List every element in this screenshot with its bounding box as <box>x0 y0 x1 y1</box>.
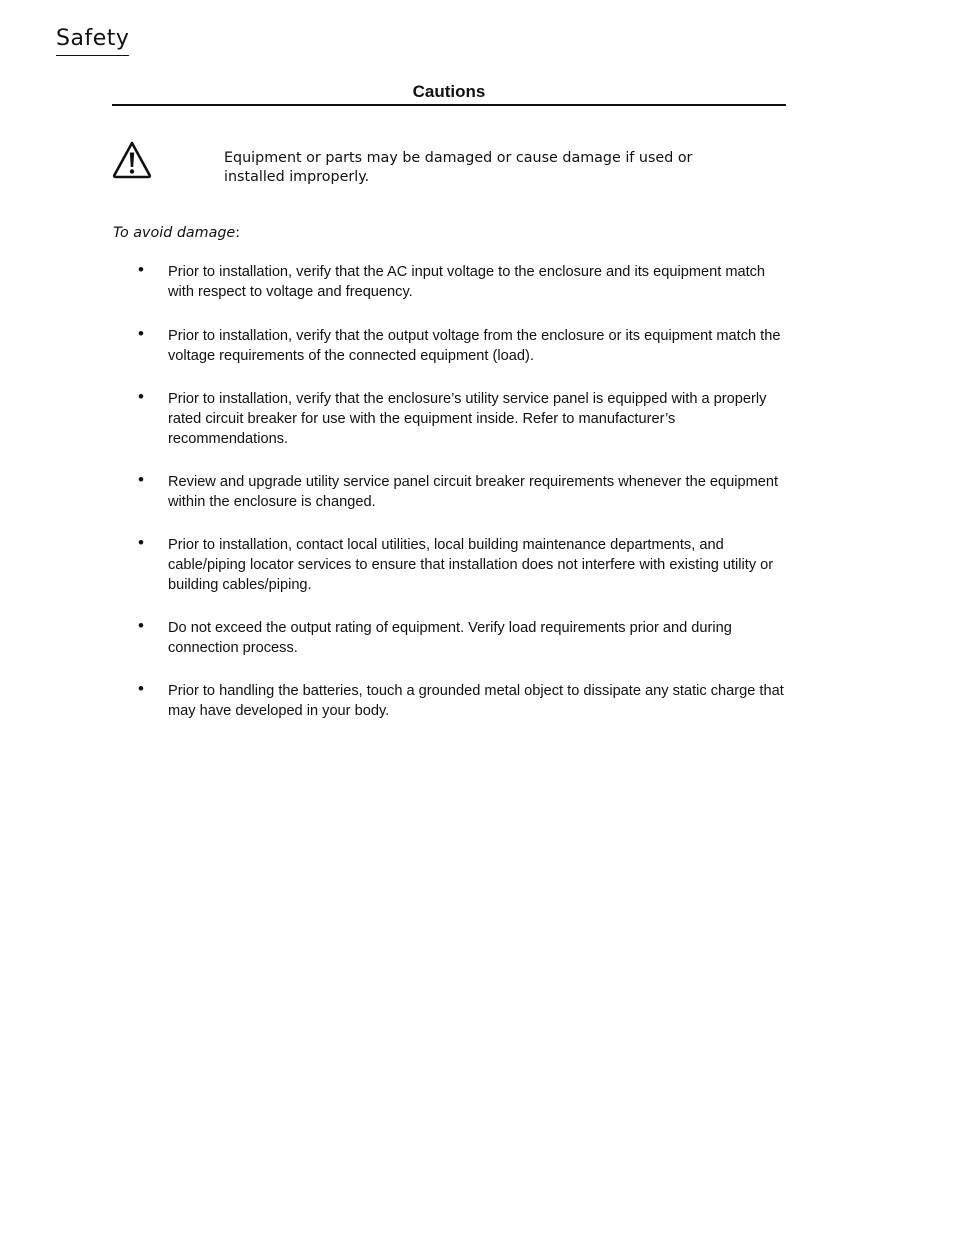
list-item-text: Do not exceed the output rating of equipment. Verify load requirements prior and during connection process. <box>168 620 732 656</box>
bullet-dot: • <box>138 324 144 343</box>
list-item-text: Prior to handling the batteries, touch a grounded metal object to dissipate any static charge that may have developed in your body. <box>168 683 784 719</box>
caution-warning-text: Equipment or parts may be damaged or cause damage if used or installed improperly. <box>224 150 693 185</box>
bullet-dot: • <box>138 679 144 698</box>
list-item-text: Review and upgrade utility service panel circuit breaker requirements whenever the equipment within the enclosure is changed. <box>168 474 779 510</box>
warning-triangle-icon <box>112 140 152 180</box>
avoid-damage-label: To avoid damage <box>113 225 236 241</box>
bullet-dot: • <box>138 470 144 489</box>
page-section-title: Safety <box>56 24 129 56</box>
list-item-text: Prior to installation, verify that the AC input voltage to the enclosure and its equipment match with respect to voltage and frequency. <box>168 264 766 300</box>
bullet-dot: • <box>138 616 144 635</box>
avoid-damage-intro <box>113 223 240 243</box>
list-item-text: Prior to installation, verify that the enclosure’s utility service panel is equipped with a properly rated circuit breaker for use with the equipment inside. Refer to manufacturer’s recommendations. <box>168 391 767 447</box>
bullet-dot: • <box>138 533 144 552</box>
list-item-text: Prior to installation, verify that the output voltage from the enclosure or its equipment match the voltage requirements of the connected equipment (load). <box>168 328 781 364</box>
cautions-heading: Cautions <box>112 81 786 106</box>
bullet-dot: • <box>138 260 144 279</box>
bullet-dot: • <box>138 387 144 406</box>
list-item-text: Prior to installation, contact local utilities, local building maintenance departments, and cable/piping locator services to ensure that installation does not interfere with existing utility or building cables/piping. <box>168 537 774 593</box>
avoid-damage-colon: : <box>235 225 241 241</box>
